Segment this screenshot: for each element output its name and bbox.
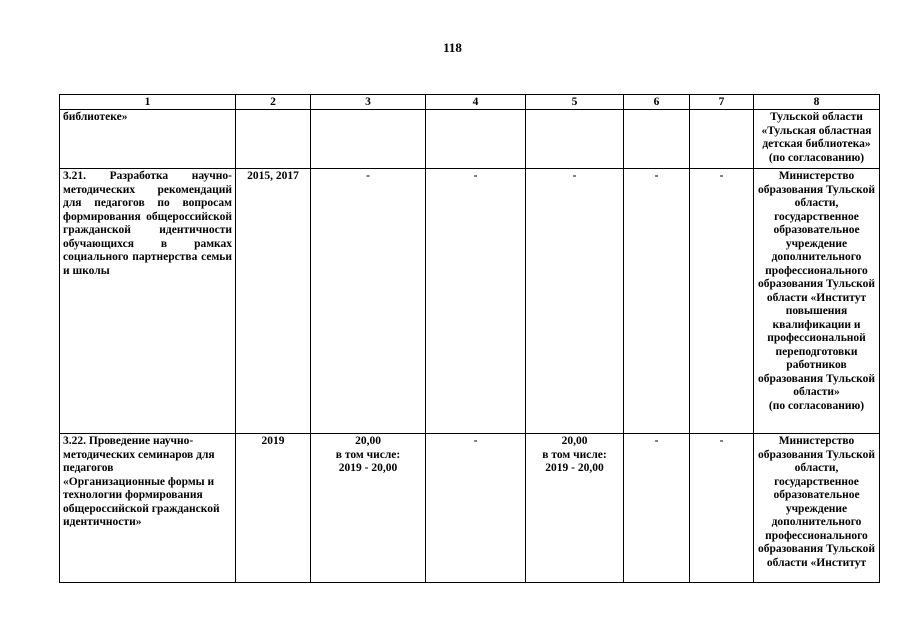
funding-cell: - xyxy=(426,169,526,434)
funding-total-cell: - xyxy=(311,169,426,434)
funding-cell: - xyxy=(690,169,754,434)
funding-cell xyxy=(624,110,690,169)
executor-cell: Министерство образования Тульской области, государственное образовательное учреждение дополнительного профессионального образования Тульской области «Институт xyxy=(754,434,880,583)
page-number: 118 xyxy=(443,40,462,55)
funding-total-cell xyxy=(311,110,426,169)
column-header: 1 xyxy=(60,95,236,110)
executor-cell: Министерство образования Тульской области, государственное образовательное учреждение дополнительного профессионального образования Тульской области «Институт повышения квалификации и профессиональной переподготовки работников образования Тульской области» (по согласованию) xyxy=(754,169,880,434)
period-cell xyxy=(236,110,311,169)
period-cell: 2015, 2017 xyxy=(236,169,311,434)
column-header: 6 xyxy=(624,95,690,110)
column-header: 4 xyxy=(426,95,526,110)
funding-cell xyxy=(526,110,624,169)
activity-cell: 3.22. Проведение научно-методических семинаров для педагогов «Организационные формы и технологии формирования общероссийской гражданской идентичности» xyxy=(60,434,236,583)
table-row xyxy=(60,110,880,169)
period-cell: 2019 xyxy=(236,434,311,583)
activity-cell: 3.21. Разработка научно-методических рекомендаций для педагогов по вопросам формирования общероссийской гражданской идентичности обучающихся в рамках социального партнерства семьи и школы xyxy=(60,169,236,434)
funding-cell: - xyxy=(690,434,754,583)
funding-cell: - xyxy=(426,434,526,583)
funding-cell: - xyxy=(526,169,624,434)
funding-cell: 20,00 в том числе: 2019 - 20,00 xyxy=(526,434,624,583)
funding-cell xyxy=(690,110,754,169)
table-header-row xyxy=(60,95,880,110)
activity-cell: библиотеке» xyxy=(60,110,236,169)
column-header: 2 xyxy=(236,95,311,110)
program-table xyxy=(59,94,880,583)
executor-cell: Тульской области «Тульская областная детская библиотека» (по согласованию) xyxy=(754,110,880,169)
column-header: 5 xyxy=(526,95,624,110)
funding-cell: - xyxy=(624,169,690,434)
column-header: 7 xyxy=(690,95,754,110)
column-header: 8 xyxy=(754,95,880,110)
table-row xyxy=(60,434,880,583)
table-row xyxy=(60,169,880,434)
funding-cell: - xyxy=(624,434,690,583)
funding-cell xyxy=(426,110,526,169)
funding-total-cell: 20,00 в том числе: 2019 - 20,00 xyxy=(311,434,426,583)
column-header: 3 xyxy=(311,95,426,110)
